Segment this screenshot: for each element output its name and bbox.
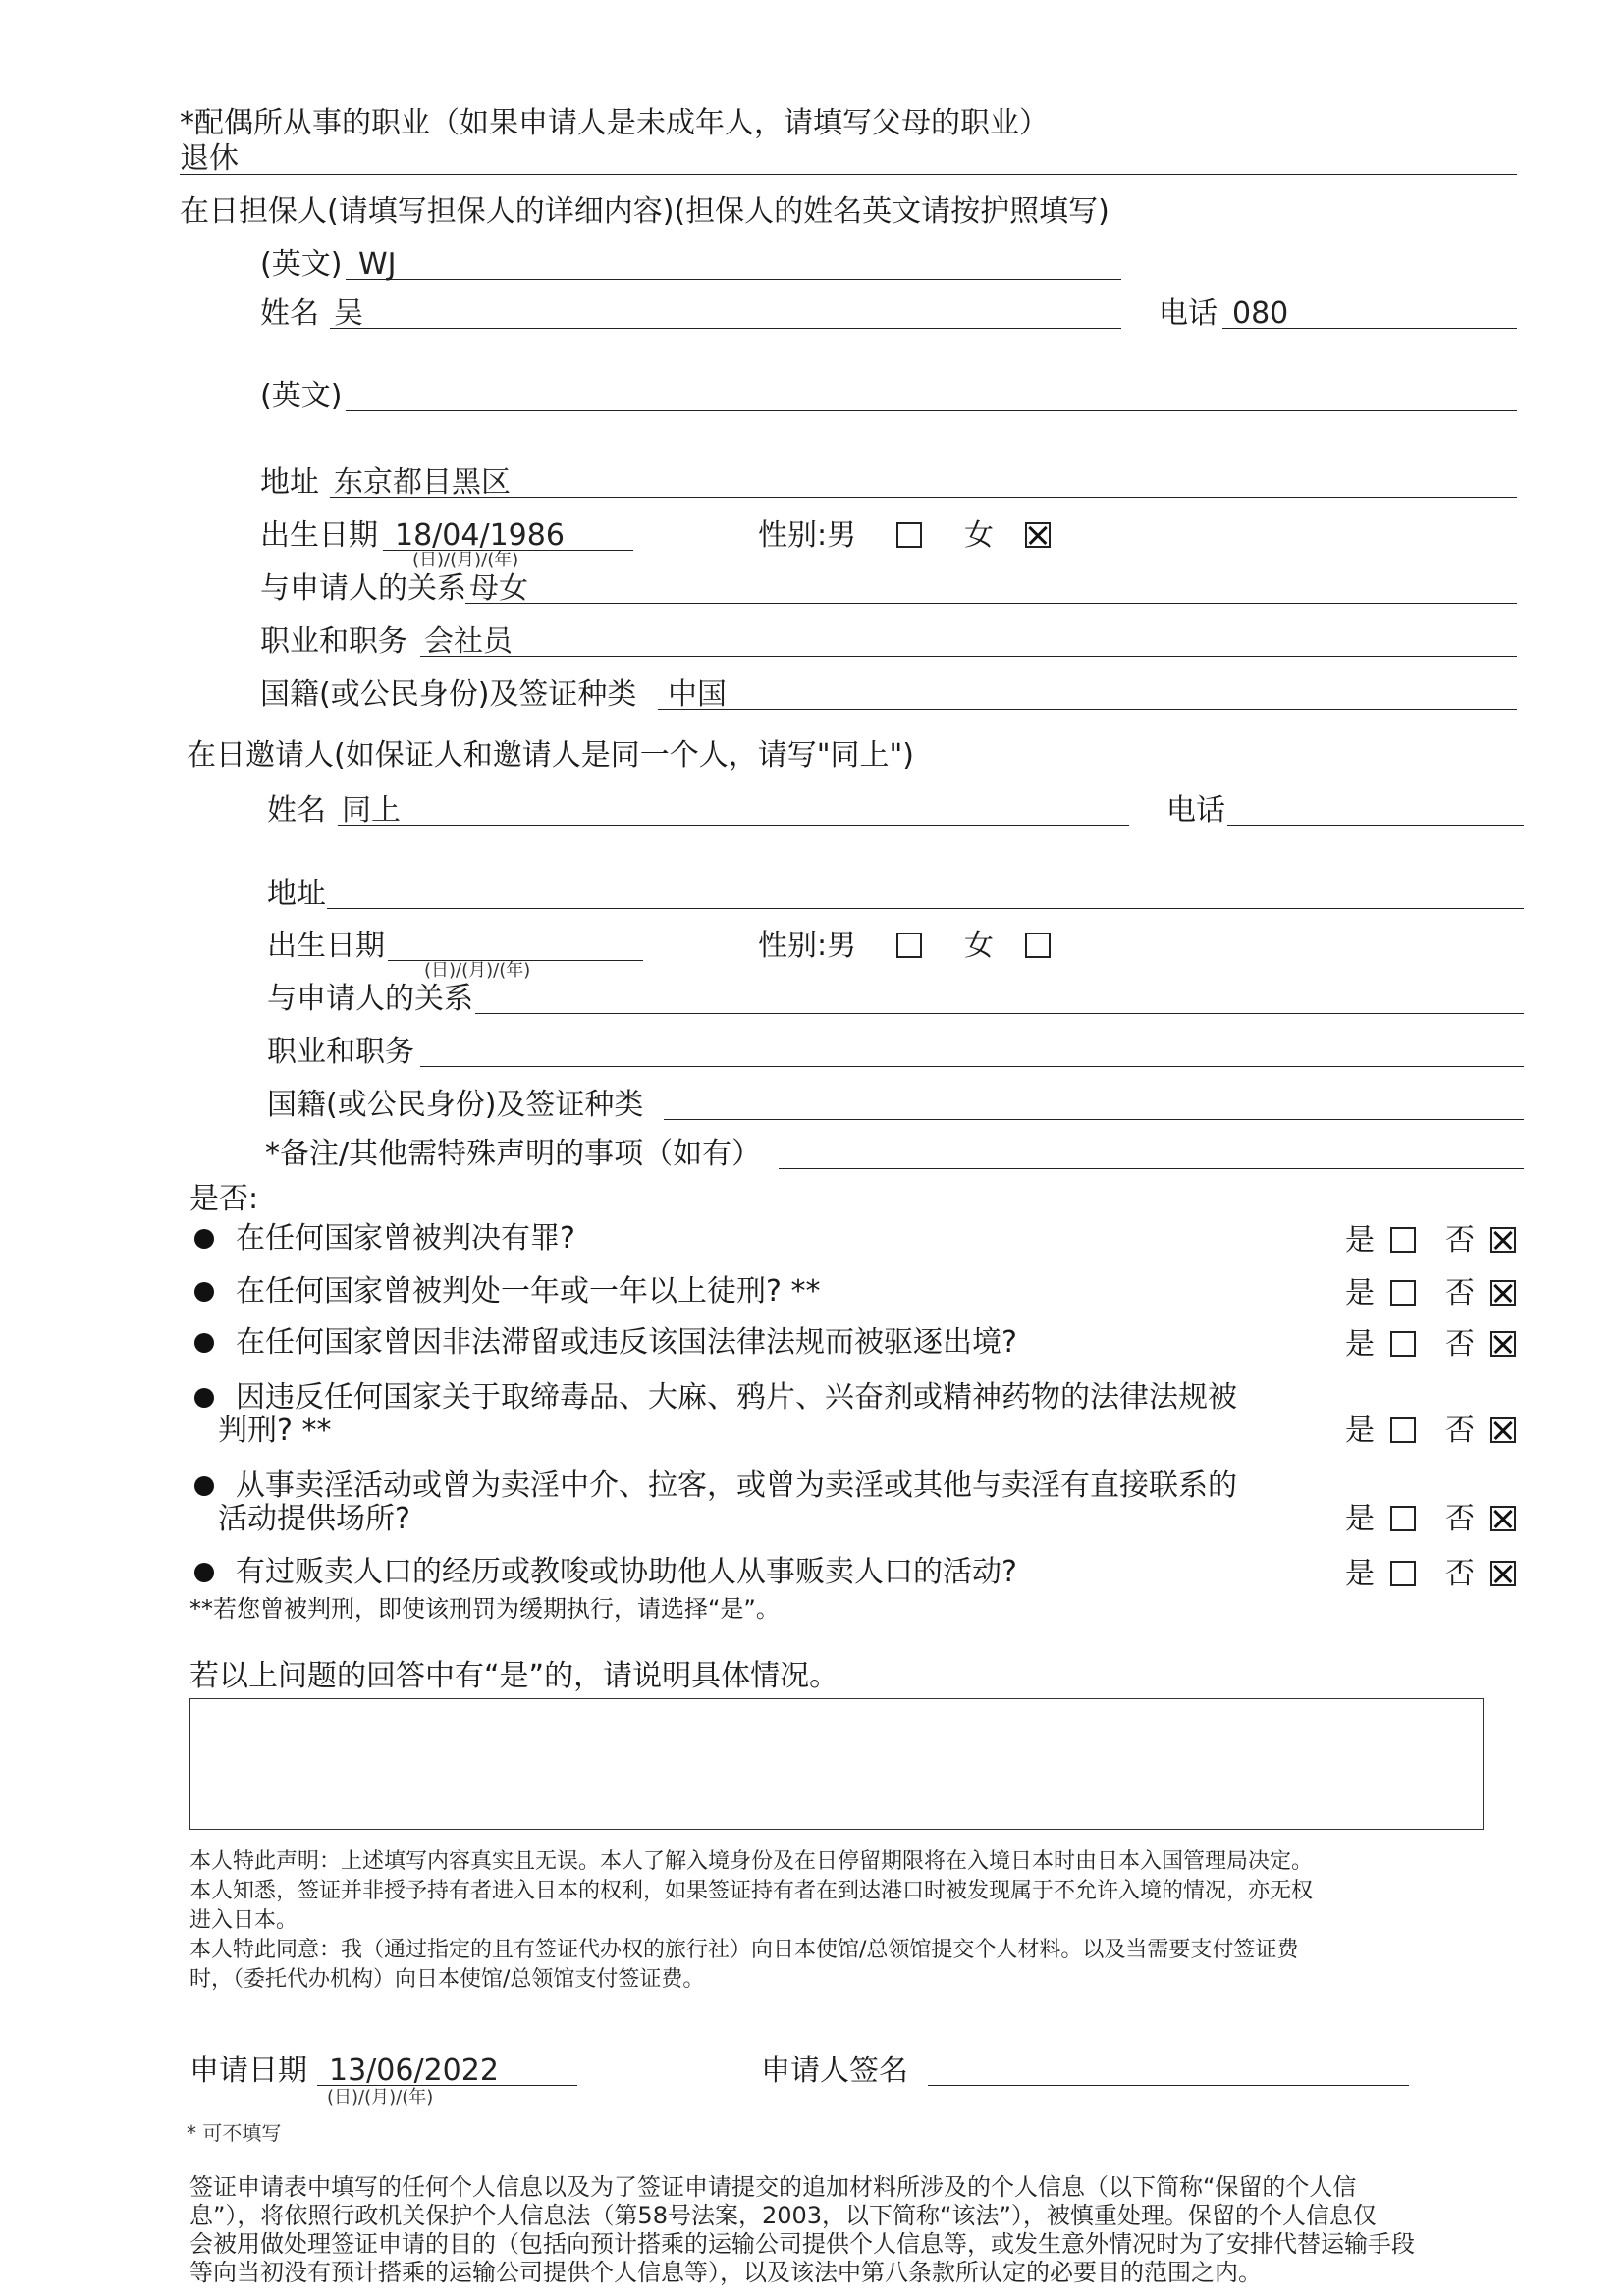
question-bullet (194, 1333, 214, 1353)
spouse-occupation-value: 退休 (180, 141, 239, 176)
question-1-yes-label: 是 (1345, 1223, 1375, 1257)
question-4-text-line2: 判刑? ** (218, 1414, 332, 1448)
declaration-line: 进入日本。 (189, 1908, 298, 1933)
inviter-gender-label: 性别:男 (758, 929, 857, 963)
question-4-yes-label: 是 (1345, 1414, 1375, 1448)
inviter-relation-label: 与申请人的关系 (267, 982, 473, 1016)
question-4-text-line1: 因违反任何国家关于取缔毒品、大麻、鸦片、兴奋剂或精神药物的法律法规被 (236, 1380, 1237, 1415)
application-date-label: 申请日期 (189, 2054, 307, 2088)
question-1-yes-checkbox[interactable] (1390, 1227, 1416, 1253)
question-2-no-checkbox[interactable] (1490, 1280, 1516, 1306)
guarantor-nationality-field[interactable] (658, 709, 1517, 710)
guarantor-address-label: 地址 (260, 465, 319, 500)
guarantor-gender-label: 性别:男 (758, 518, 857, 553)
questions-heading: 是否: (189, 1182, 259, 1216)
inviter-occupation-label: 职业和职务 (267, 1035, 414, 1069)
question-5-yes-checkbox[interactable] (1390, 1506, 1416, 1531)
declaration-line: 本人特此同意：我（通过指定的且有签证代办权的旅行社）向日本使馆/总领馆提交个人材料。以及当需要支付签证费 (189, 1938, 1299, 1962)
guarantor-heading: 在日担保人(请填写担保人的详细内容)(担保人的姓名英文请按护照填写) (180, 194, 1110, 229)
guarantor-dob-label: 出生日期 (260, 518, 378, 553)
question-3-text: 在任何国家曾因非法滞留或违反该国法律法规而被驱逐出境? (236, 1325, 1017, 1360)
declaration-line: 时，（委托代办机构）向日本使馆/总领馆支付签证费。 (189, 1967, 705, 1992)
question-3-no-label: 否 (1445, 1327, 1475, 1362)
guarantor-name-label: 姓名 (260, 296, 319, 331)
guarantor-name-field[interactable] (330, 328, 1121, 329)
question-6-yes-label: 是 (1345, 1557, 1375, 1591)
question-6-no-checkbox[interactable] (1490, 1561, 1516, 1586)
question-3-no-checkbox[interactable] (1490, 1331, 1516, 1357)
declaration-line: 本人特此声明：上述填写内容真实且无误。本人了解入境身份及在日停留期限将在入境日本时由日本入国管理局决定。 (189, 1849, 1314, 1874)
guarantor-occupation-field[interactable] (420, 656, 1517, 657)
guarantor-nationality-value: 中国 (668, 677, 727, 712)
question-6-yes-checkbox[interactable] (1390, 1561, 1416, 1586)
explain-textarea[interactable] (189, 1698, 1484, 1830)
inviter-dob-format: (日)/(月)/(年) (424, 960, 531, 981)
declaration-text (189, 1847, 1313, 1995)
spouse-occupation-label: *配偶所从事的职业（如果申请人是未成年人，请填写父母的职业） (180, 106, 1049, 140)
inviter-dob-label: 出生日期 (267, 929, 385, 963)
inviter-address-field[interactable] (327, 908, 1524, 909)
guarantor-nationality-label: 国籍(或公民身份)及签证种类 (260, 677, 637, 712)
question-2-yes-label: 是 (1345, 1276, 1375, 1310)
inviter-nationality-field[interactable] (664, 1119, 1524, 1120)
application-date-field[interactable] (317, 2085, 577, 2086)
question-3-yes-label: 是 (1345, 1327, 1375, 1362)
explain-label: 若以上问题的回答中有“是”的，请说明具体情况。 (189, 1659, 839, 1693)
privacy-line: 息”），将依照行政机关保护个人信息法（第58号法案，2003，以下简称“该法”），被慎重处理。保留的个人信息仅 (189, 2202, 1377, 2229)
privacy-line: 等向当初没有预计搭乘的运输公司提供个人信息等），以及该法中第八条款所认定的必要目的范围之内。 (189, 2259, 1262, 2286)
question-1-text: 在任何国家曾被判决有罪? (236, 1221, 575, 1255)
question-5-no-label: 否 (1445, 1502, 1475, 1536)
application-date-format: (日)/(月)/(年) (327, 2087, 434, 2108)
privacy-text (189, 2173, 1415, 2287)
inviter-heading: 在日邀请人(如保证人和邀请人是同一个人，请写"同上") (187, 738, 915, 773)
question-5-no-checkbox[interactable] (1490, 1506, 1516, 1531)
question-4-no-checkbox[interactable] (1490, 1417, 1516, 1443)
inviter-remarks-label: *备注/其他需特殊声明的事项（如有） (265, 1137, 762, 1171)
inviter-name-value: 同上 (342, 793, 401, 828)
inviter-remarks-field[interactable] (779, 1168, 1524, 1169)
guarantor-address-english-field[interactable] (346, 410, 1517, 411)
questions-footnote: **若您曾被判刑，即使该刑罚为缓期执行，请选择“是”。 (189, 1595, 780, 1623)
guarantor-address-value: 东京都目黑区 (334, 465, 511, 500)
inviter-name-label: 姓名 (267, 793, 326, 828)
privacy-line: 签证申请表中填写的任何个人信息以及为了签证申请提交的追加材料所涉及的个人信息（以下简称“保留的个人信 (189, 2173, 1357, 2201)
inviter-gender-female-checkbox[interactable] (1025, 933, 1051, 958)
question-bullet (194, 1229, 214, 1249)
guarantor-occupation-label: 职业和职务 (260, 624, 407, 659)
question-6-text: 有过贩卖人口的经历或教唆或协助他人从事贩卖人口的活动? (236, 1555, 1017, 1589)
question-3-yes-checkbox[interactable] (1390, 1331, 1416, 1357)
spouse-occupation-field[interactable] (180, 174, 1517, 175)
guarantor-phone-field[interactable] (1222, 328, 1517, 329)
guarantor-phone-label: 电话 (1159, 296, 1218, 331)
question-bullet (194, 1388, 214, 1408)
question-bullet (194, 1476, 214, 1496)
question-5-text-line2: 活动提供场所? (218, 1502, 410, 1536)
question-bullet (194, 1282, 214, 1302)
question-4-yes-checkbox[interactable] (1390, 1417, 1416, 1443)
guarantor-name-value: 吴 (334, 296, 363, 331)
application-date-value: 13/06/2022 (329, 2054, 499, 2088)
inviter-address-label: 地址 (267, 877, 326, 911)
guarantor-english-value: WJ (358, 247, 397, 282)
question-2-text: 在任何国家曾被判处一年或一年以上徒刑? ** (236, 1274, 821, 1308)
question-1-no-checkbox[interactable] (1490, 1227, 1516, 1253)
guarantor-english-field[interactable] (346, 279, 1121, 280)
privacy-line: 会被用做处理签证申请的目的（包括向预计搭乘的运输公司提供个人信息等，或发生意外情况时为了安排代替运输手段 (189, 2230, 1415, 2258)
guarantor-dob-value: 18/04/1986 (395, 518, 565, 553)
inviter-phone-label: 电话 (1166, 793, 1225, 828)
question-4-no-label: 否 (1445, 1414, 1475, 1448)
question-6-no-label: 否 (1445, 1557, 1475, 1591)
guarantor-dob-format: (日)/(月)/(年) (412, 550, 519, 570)
inviter-name-field[interactable] (338, 825, 1129, 826)
guarantor-gender-female-checkbox[interactable] (1025, 522, 1051, 548)
question-5-text-line1: 从事卖淫活动或曾为卖淫中介、拉客，或曾为卖淫或其他与卖淫有直接联系的 (236, 1468, 1237, 1503)
inviter-gender-female-label: 女 (964, 929, 994, 963)
guarantor-address-english-label: (英文) (260, 379, 343, 413)
signature-field[interactable] (928, 2085, 1409, 2086)
declaration-line: 本人知悉，签证并非授予持有者进入日本的权利，如果签证持有者在到达港口时被发现属于不允许入境的情况，亦无权 (189, 1879, 1314, 1903)
question-2-yes-checkbox[interactable] (1390, 1280, 1416, 1306)
inviter-relation-field[interactable] (475, 1013, 1524, 1014)
question-2-no-label: 否 (1445, 1276, 1475, 1310)
guarantor-relation-field[interactable] (465, 603, 1517, 604)
guarantor-english-label: (英文) (260, 247, 343, 282)
inviter-phone-field[interactable] (1227, 825, 1524, 826)
optional-note: * 可不填写 (187, 2121, 282, 2145)
question-1-no-label: 否 (1445, 1223, 1475, 1257)
guarantor-gender-female-label: 女 (964, 518, 994, 553)
guarantor-relation-value: 母女 (469, 571, 528, 606)
inviter-gender-male-checkbox[interactable] (896, 933, 922, 958)
inviter-nationality-label: 国籍(或公民身份)及签证种类 (267, 1088, 644, 1122)
guarantor-gender-male-checkbox[interactable] (896, 522, 922, 548)
guarantor-phone-value: 080 (1232, 296, 1289, 331)
question-5-yes-label: 是 (1345, 1502, 1375, 1536)
guarantor-relation-label: 与申请人的关系 (260, 571, 466, 606)
guarantor-occupation-value: 会社员 (424, 624, 513, 659)
signature-label: 申请人签名 (761, 2054, 908, 2088)
guarantor-address-field[interactable] (330, 497, 1517, 498)
inviter-occupation-field[interactable] (420, 1066, 1524, 1067)
question-bullet (194, 1563, 214, 1582)
